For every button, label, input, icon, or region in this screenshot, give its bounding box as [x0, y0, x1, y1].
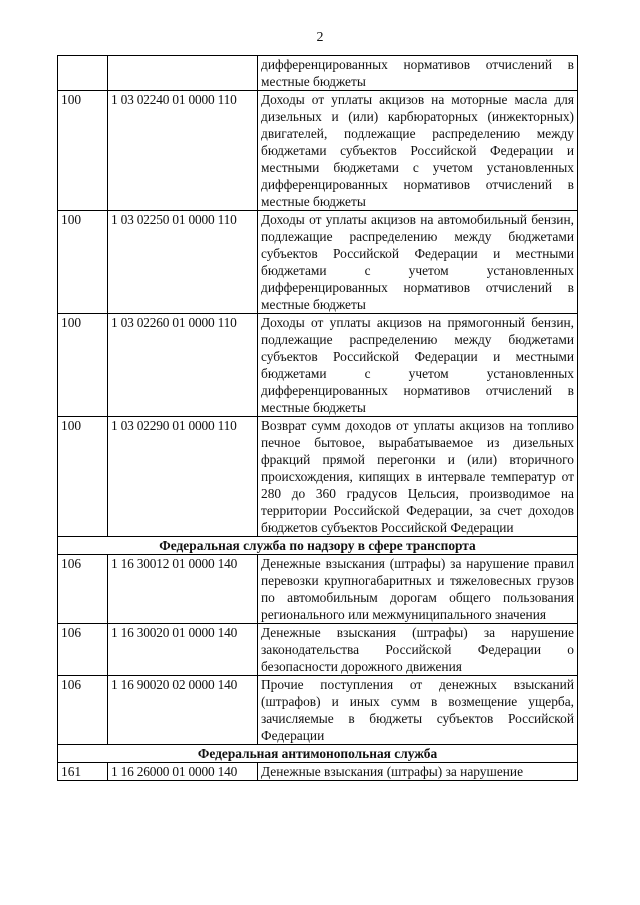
section-title: Федеральная антимонопольная служба [58, 745, 578, 763]
section-title: Федеральная служба по надзору в сфере транспорта [58, 537, 578, 555]
table-row [58, 211, 578, 314]
description-cell: Доходы от уплаты акцизов на автомобильный бензин, подлежащие распределению между бюджетами субъектов Российской Федерации и местными бюджетами с учетом установленных дифференцированных нормативов отчислений в местные бюджеты [258, 211, 578, 314]
admin-code-cell: 106 [58, 624, 108, 676]
table-row [58, 676, 578, 745]
section-header-row [58, 537, 578, 555]
description-cell: Денежные взыскания (штрафы) за нарушение правил перевозки крупногабаритных и тяжеловесных грузов по автомобильным дорогам общего пользования регионального или межмуниципального значения [258, 555, 578, 624]
table-row [58, 56, 578, 91]
description-cell: Денежные взыскания (штрафы) за нарушение законодательства Российской Федерации о безопасности дорожного движения [258, 624, 578, 676]
admin-code-cell: 100 [58, 91, 108, 211]
description-cell: Возврат сумм доходов от уплаты акцизов на топливо печное бытовое, вырабатываемое из дизельных фракций прямой перегонки и (или) вторичного происхождения, кипящих в интервале температур от 280 до 360 градусов Цельсия, производимое на территории Российской Федерации, за счет доходов бюджетов субъектов Российской Федерации [258, 417, 578, 537]
table-row [58, 555, 578, 624]
revenue-code-cell [108, 56, 258, 91]
revenue-code-cell: 1 03 02260 01 0000 110 [108, 314, 258, 417]
admin-code-cell: 106 [58, 555, 108, 624]
revenue-code-table [57, 55, 578, 781]
table-row [58, 91, 578, 211]
description-cell: Доходы от уплаты акцизов на прямогонный бензин, подлежащие распределению между бюджетами субъектов Российской Федерации и местными бюджетами с учетом установленных дифференцированных нормативов отчислений в местные бюджеты [258, 314, 578, 417]
admin-code-cell: 100 [58, 211, 108, 314]
page-number: 2 [316, 30, 324, 45]
revenue-code-cell: 1 03 02290 01 0000 110 [108, 417, 258, 537]
revenue-code-cell: 1 03 02240 01 0000 110 [108, 91, 258, 211]
description-cell: дифференцированных нормативов отчислений в местные бюджеты [258, 56, 578, 91]
admin-code-cell [58, 56, 108, 91]
revenue-code-cell: 1 16 30012 01 0000 140 [108, 555, 258, 624]
revenue-code-cell: 1 16 30020 01 0000 140 [108, 624, 258, 676]
section-header-row [58, 745, 578, 763]
description-cell: Прочие поступления от денежных взысканий (штрафов) и иных сумм в возмещение ущерба, зачисляемые в бюджеты субъектов Российской Федерации [258, 676, 578, 745]
revenue-code-cell: 1 16 90020 02 0000 140 [108, 676, 258, 745]
admin-code-cell: 161 [58, 763, 108, 781]
table-row [58, 763, 578, 781]
table-row [58, 417, 578, 537]
admin-code-cell: 106 [58, 676, 108, 745]
admin-code-cell: 100 [58, 314, 108, 417]
description-cell: Денежные взыскания (штрафы) за нарушение [258, 763, 578, 781]
revenue-code-cell: 1 16 26000 01 0000 140 [108, 763, 258, 781]
description-cell: Доходы от уплаты акцизов на моторные масла для дизельных и (или) карбюраторных (инжекторных) двигателей, подлежащие распределению между бюджетами субъектов Российской Федерации и местными бюджетами с учетом установленных дифференцированных нормативов отчислений в местные бюджеты [258, 91, 578, 211]
table-row [58, 314, 578, 417]
table-row [58, 624, 578, 676]
admin-code-cell: 100 [58, 417, 108, 537]
revenue-code-cell: 1 03 02250 01 0000 110 [108, 211, 258, 314]
